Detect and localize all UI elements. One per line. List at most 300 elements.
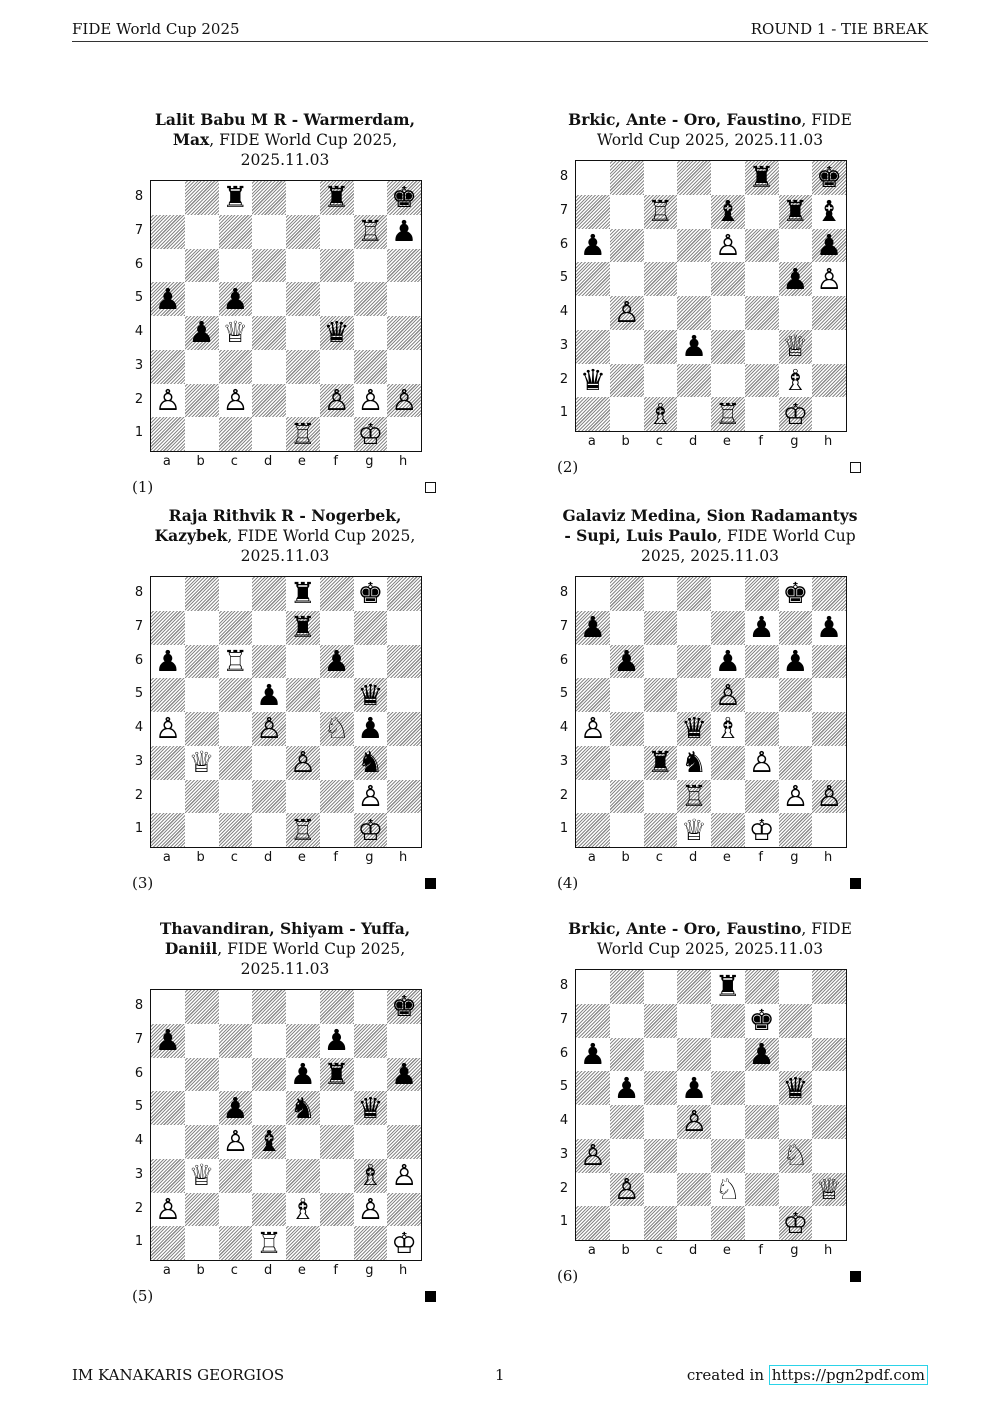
square-b8: [610, 970, 644, 1004]
rank-label: 4: [134, 1133, 144, 1148]
black-pawn-icon: ♟: [681, 1070, 708, 1105]
square-e5: [711, 262, 745, 296]
square-a7: [576, 195, 610, 229]
square-g6: [354, 645, 388, 679]
square-a8: [151, 990, 185, 1024]
white-pawn-icon: ♙: [681, 1104, 708, 1139]
square-e4: [286, 712, 320, 746]
square-b2: [610, 364, 644, 398]
rank-label: 5: [559, 1079, 569, 1095]
square-e2: [711, 780, 745, 814]
square-c1: [219, 813, 253, 847]
white-bishop-icon: ♗: [289, 1191, 316, 1226]
rank-label: 3: [134, 1166, 144, 1182]
white-king-icon: ♔: [391, 1225, 418, 1260]
square-h1: [812, 813, 846, 847]
rank-label: 7: [134, 1031, 144, 1047]
square-d8: [252, 181, 286, 215]
square-f2: [745, 780, 779, 814]
square-h3: [387, 350, 421, 384]
square-b2: [185, 780, 219, 814]
square-a2: [576, 1173, 610, 1207]
square-a3: [151, 746, 185, 780]
diagram-footer: [130, 866, 440, 892]
black-pawn-icon: ♟: [289, 1056, 316, 1091]
event-info: , FIDE World Cup 2025, 2025.11.03: [227, 527, 416, 565]
square-c1: [644, 813, 678, 847]
diagram-number: (5): [132, 1287, 154, 1305]
black-king-icon: ♚: [391, 989, 418, 1024]
diagram-title: [555, 919, 865, 959]
header-round: ROUND 1 - TIE BREAK: [750, 20, 928, 38]
square-e4: [711, 296, 745, 330]
square-c6: [644, 229, 678, 263]
rank-label: 1: [559, 821, 569, 837]
square-c4: [644, 712, 678, 746]
event-info: , FIDE World Cup 2025, 2025.11.03: [596, 111, 852, 149]
square-f3: [745, 1139, 779, 1173]
square-b8: [610, 161, 644, 195]
chess-board: [575, 160, 847, 432]
file-label: f: [758, 434, 763, 449]
file-label: h: [399, 454, 408, 469]
square-g8: [779, 161, 813, 195]
square-b8: [185, 577, 219, 611]
chess-board: [150, 180, 422, 452]
square-b8: [185, 181, 219, 215]
black-pawn-icon: ♟: [256, 677, 283, 712]
square-f5: [745, 1071, 779, 1105]
diagram-3: [130, 506, 440, 892]
rank-label: 5: [559, 270, 569, 286]
square-a3: [576, 330, 610, 364]
square-b1: [610, 813, 644, 847]
square-d8: [677, 970, 711, 1004]
square-h8: [387, 577, 421, 611]
rank-label: 7: [134, 222, 144, 238]
black-pawn-icon: ♟: [154, 1023, 181, 1058]
square-h3: [812, 330, 846, 364]
header-title: FIDE World Cup 2025: [72, 20, 240, 38]
square-d5: [677, 262, 711, 296]
square-a8: [151, 181, 185, 215]
file-label: h: [824, 434, 833, 449]
credit-prefix: created in: [686, 1366, 769, 1384]
square-d1: [677, 1206, 711, 1240]
file-label: a: [587, 1243, 596, 1258]
square-c7: [219, 1024, 253, 1058]
rank-label: 5: [559, 686, 569, 702]
square-h4: [387, 712, 421, 746]
rank-label: 5: [134, 686, 144, 702]
file-label: d: [263, 850, 273, 865]
white-pawn-icon: ♙: [357, 1191, 384, 1226]
square-e7: [286, 1024, 320, 1058]
square-h3: [812, 746, 846, 780]
white-rook-icon: ♖: [222, 643, 249, 678]
square-b8: [185, 990, 219, 1024]
square-f6: [745, 229, 779, 263]
square-f4: [745, 1105, 779, 1139]
players-names: Lalit Babu M R - Warmerdam, Max: [155, 110, 415, 149]
black-to-move-icon: [850, 1271, 861, 1282]
square-d6: [252, 645, 286, 679]
black-pawn-icon: ♟: [323, 1023, 350, 1058]
square-c8: [219, 577, 253, 611]
chess-board: [150, 576, 422, 848]
white-pawn-icon: ♙: [613, 1171, 640, 1206]
square-c1: [219, 417, 253, 451]
rank-label: 4: [559, 720, 569, 735]
rank-label: 6: [134, 256, 144, 272]
square-d7: [252, 611, 286, 645]
square-b1: [185, 813, 219, 847]
square-d6: [252, 249, 286, 283]
rank-label: 1: [134, 821, 144, 837]
diagram-1: [130, 110, 440, 496]
board-wrapper: [559, 160, 845, 449]
square-h4: [812, 1105, 846, 1139]
black-pawn-icon: ♟: [188, 315, 215, 350]
rank-label: 4: [134, 324, 144, 339]
square-c7: [644, 611, 678, 645]
chess-board: [575, 576, 847, 848]
black-rook-icon: ♜: [289, 576, 316, 611]
square-c7: [219, 611, 253, 645]
diagram-number: (2): [557, 458, 579, 476]
square-g3: [354, 350, 388, 384]
white-to-move-icon: [425, 482, 436, 493]
square-e6: [711, 1038, 745, 1072]
square-b5: [185, 1091, 219, 1125]
square-a7: [576, 1004, 610, 1038]
square-d2: [252, 1193, 286, 1227]
square-h8: [812, 577, 846, 611]
square-b1: [610, 397, 644, 431]
square-a4: [576, 1105, 610, 1139]
white-pawn-icon: ♙: [579, 1138, 606, 1173]
square-h6: [387, 249, 421, 283]
square-b2: [610, 780, 644, 814]
square-d7: [677, 1004, 711, 1038]
square-e3: [711, 1139, 745, 1173]
square-f8: [745, 577, 779, 611]
white-knight-icon: ♘: [782, 1138, 809, 1173]
square-e6: [286, 645, 320, 679]
square-a5: [576, 1071, 610, 1105]
square-h4: [387, 1125, 421, 1159]
square-f5: [745, 678, 779, 712]
rank-label: 7: [559, 1011, 569, 1027]
square-a5: [576, 262, 610, 296]
black-rook-icon: ♜: [222, 180, 249, 215]
square-e5: [286, 282, 320, 316]
square-f1: [745, 1206, 779, 1240]
diagram-2: [555, 110, 865, 476]
white-queen-icon: ♕: [188, 1158, 215, 1193]
square-f1: [320, 813, 354, 847]
square-c6: [644, 645, 678, 679]
file-label: f: [758, 850, 763, 865]
square-b5: [610, 262, 644, 296]
diagram-number: (3): [132, 874, 154, 892]
square-e1: [711, 1206, 745, 1240]
square-d3: [252, 746, 286, 780]
square-f8: [745, 970, 779, 1004]
rank-label: 2: [134, 1200, 144, 1216]
square-g6: [354, 249, 388, 283]
black-pawn-icon: ♟: [714, 643, 741, 678]
square-g3: [779, 746, 813, 780]
white-queen-icon: ♕: [681, 812, 708, 847]
square-c1: [219, 1226, 253, 1260]
file-label: e: [297, 1263, 306, 1278]
white-pawn-icon: ♙: [154, 711, 181, 746]
rank-label: 6: [559, 652, 569, 668]
black-pawn-icon: ♟: [579, 227, 606, 262]
square-d6: [677, 1038, 711, 1072]
black-king-icon: ♚: [391, 180, 418, 215]
square-a4: [576, 296, 610, 330]
square-e2: [711, 364, 745, 398]
square-a5: [151, 1091, 185, 1125]
square-a3: [151, 350, 185, 384]
white-knight-icon: ♘: [714, 1171, 741, 1206]
square-c4: [219, 712, 253, 746]
black-queen-icon: ♛: [782, 1070, 809, 1105]
diagram-4: [555, 506, 865, 892]
players-names: Raja Rithvik R - Nogerbek, Kazybek: [154, 506, 402, 545]
square-e8: [286, 181, 320, 215]
black-queen-icon: ♛: [357, 677, 384, 712]
square-a2: [151, 780, 185, 814]
file-label: g: [790, 850, 799, 865]
square-g7: [354, 611, 388, 645]
event-info: , FIDE World Cup 2025, 2025.11.03: [596, 920, 852, 958]
square-f5: [320, 282, 354, 316]
white-rook-icon: ♖: [681, 778, 708, 813]
white-knight-icon: ♘: [323, 711, 350, 746]
white-pawn-icon: ♙: [323, 382, 350, 417]
pgn2pdf-link[interactable]: https://pgn2pdf.com: [769, 1365, 928, 1385]
square-a6: [151, 249, 185, 283]
event-info: , FIDE World Cup 2025, 2025.11.03: [640, 527, 856, 565]
white-pawn-icon: ♙: [222, 382, 249, 417]
diagram-title: [130, 919, 440, 979]
square-c6: [219, 1058, 253, 1092]
white-queen-icon: ♕: [782, 329, 809, 364]
square-c2: [644, 780, 678, 814]
file-label: f: [333, 1263, 338, 1278]
square-e5: [711, 1071, 745, 1105]
black-pawn-icon: ♟: [613, 1070, 640, 1105]
square-d7: [677, 611, 711, 645]
square-c3: [219, 746, 253, 780]
square-f2: [745, 1173, 779, 1207]
black-queen-icon: ♛: [323, 315, 350, 350]
square-c7: [644, 1004, 678, 1038]
white-pawn-icon: ♙: [714, 227, 741, 262]
square-h4: [812, 712, 846, 746]
white-king-icon: ♔: [782, 396, 809, 431]
diagram-number: (1): [132, 478, 154, 496]
footer-author: IM KANAKARIS GEORGIOS: [72, 1366, 285, 1384]
white-pawn-icon: ♙: [357, 382, 384, 417]
square-g2: [779, 1173, 813, 1207]
square-b5: [185, 678, 219, 712]
white-pawn-icon: ♙: [289, 745, 316, 780]
square-f8: [320, 990, 354, 1024]
square-b4: [610, 1105, 644, 1139]
square-a3: [576, 746, 610, 780]
square-g6: [779, 1038, 813, 1072]
square-b7: [610, 195, 644, 229]
black-rook-icon: ♜: [323, 1056, 350, 1091]
square-d2: [677, 364, 711, 398]
file-label: b: [621, 434, 630, 449]
file-label: g: [790, 434, 799, 449]
white-rook-icon: ♖: [357, 214, 384, 249]
square-d3: [252, 1159, 286, 1193]
square-c1: [644, 1206, 678, 1240]
square-h5: [812, 1071, 846, 1105]
square-a2: [576, 780, 610, 814]
square-d5: [252, 282, 286, 316]
square-a8: [576, 161, 610, 195]
black-queen-icon: ♛: [357, 1090, 384, 1125]
rank-label: 3: [559, 337, 569, 353]
square-f4: [745, 296, 779, 330]
square-b5: [185, 282, 219, 316]
square-c2: [219, 1193, 253, 1227]
square-c3: [644, 330, 678, 364]
square-f8: [320, 577, 354, 611]
white-rook-icon: ♖: [647, 194, 674, 229]
square-f3: [745, 330, 779, 364]
square-f5: [320, 1091, 354, 1125]
square-b1: [185, 417, 219, 451]
square-g4: [779, 712, 813, 746]
square-b3: [610, 330, 644, 364]
file-label: g: [365, 1263, 374, 1278]
square-b3: [610, 1139, 644, 1173]
square-d7: [252, 1024, 286, 1058]
square-e3: [711, 746, 745, 780]
black-pawn-icon: ♟: [816, 227, 843, 262]
white-pawn-icon: ♙: [391, 1158, 418, 1193]
square-e1: [286, 1226, 320, 1260]
square-a5: [151, 678, 185, 712]
square-c3: [219, 350, 253, 384]
chess-board: [575, 969, 847, 1241]
square-b7: [185, 215, 219, 249]
rank-label: 5: [134, 290, 144, 306]
square-c8: [644, 577, 678, 611]
rank-label: 2: [134, 787, 144, 803]
black-pawn-icon: ♟: [613, 643, 640, 678]
file-label: d: [263, 454, 273, 469]
file-label: c: [655, 1243, 663, 1258]
rank-label: 6: [134, 1065, 144, 1081]
square-d8: [252, 990, 286, 1024]
square-c2: [644, 1173, 678, 1207]
diagram-footer: [555, 866, 865, 892]
rank-label: 3: [559, 753, 569, 769]
diagram-title: [555, 506, 865, 566]
black-king-icon: ♚: [357, 576, 384, 611]
square-c5: [644, 678, 678, 712]
board-wrapper: [134, 989, 420, 1278]
square-d1: [677, 397, 711, 431]
square-c2: [219, 780, 253, 814]
board-wrapper: [559, 969, 845, 1258]
file-label: f: [333, 850, 338, 865]
square-f7: [320, 611, 354, 645]
square-h5: [387, 1091, 421, 1125]
square-d8: [677, 577, 711, 611]
white-pawn-icon: ♙: [154, 382, 181, 417]
square-c5: [644, 1071, 678, 1105]
file-label: a: [162, 850, 171, 865]
square-a7: [151, 215, 185, 249]
square-f2: [320, 1193, 354, 1227]
black-pawn-icon: ♟: [391, 1056, 418, 1091]
event-info: , FIDE World Cup 2025, 2025.11.03: [217, 940, 406, 978]
square-b7: [610, 1004, 644, 1038]
square-e7: [711, 611, 745, 645]
white-pawn-icon: ♙: [256, 711, 283, 746]
black-bishop-icon: ♝: [256, 1124, 283, 1159]
black-rook-icon: ♜: [323, 180, 350, 215]
white-bishop-icon: ♗: [647, 396, 674, 431]
rank-label: 3: [559, 1146, 569, 1162]
black-knight-icon: ♞: [681, 745, 708, 780]
square-g1: [354, 1226, 388, 1260]
square-g8: [354, 181, 388, 215]
black-pawn-icon: ♟: [391, 214, 418, 249]
file-label: g: [790, 1243, 799, 1258]
white-pawn-icon: ♙: [816, 778, 843, 813]
white-bishop-icon: ♗: [714, 711, 741, 746]
square-f1: [320, 1226, 354, 1260]
file-label: h: [399, 850, 408, 865]
square-c2: [644, 364, 678, 398]
diagram-6: [555, 919, 865, 1285]
square-b2: [185, 384, 219, 418]
square-h7: [387, 611, 421, 645]
rank-label: 2: [559, 371, 569, 387]
black-rook-icon: ♜: [714, 969, 741, 1004]
black-to-move-icon: [850, 878, 861, 889]
square-h8: [812, 970, 846, 1004]
rank-label: 6: [134, 652, 144, 668]
black-pawn-icon: ♟: [154, 643, 181, 678]
rank-label: 5: [134, 1099, 144, 1115]
square-h5: [387, 678, 421, 712]
rank-label: 6: [559, 1045, 569, 1061]
square-d7: [252, 215, 286, 249]
file-label: c: [230, 1263, 238, 1278]
square-c4: [644, 296, 678, 330]
square-h4: [387, 316, 421, 350]
square-d8: [677, 161, 711, 195]
square-e2: [286, 780, 320, 814]
square-e2: [286, 384, 320, 418]
square-d6: [677, 645, 711, 679]
white-pawn-icon: ♙: [357, 778, 384, 813]
square-b1: [610, 1206, 644, 1240]
square-b8: [610, 577, 644, 611]
